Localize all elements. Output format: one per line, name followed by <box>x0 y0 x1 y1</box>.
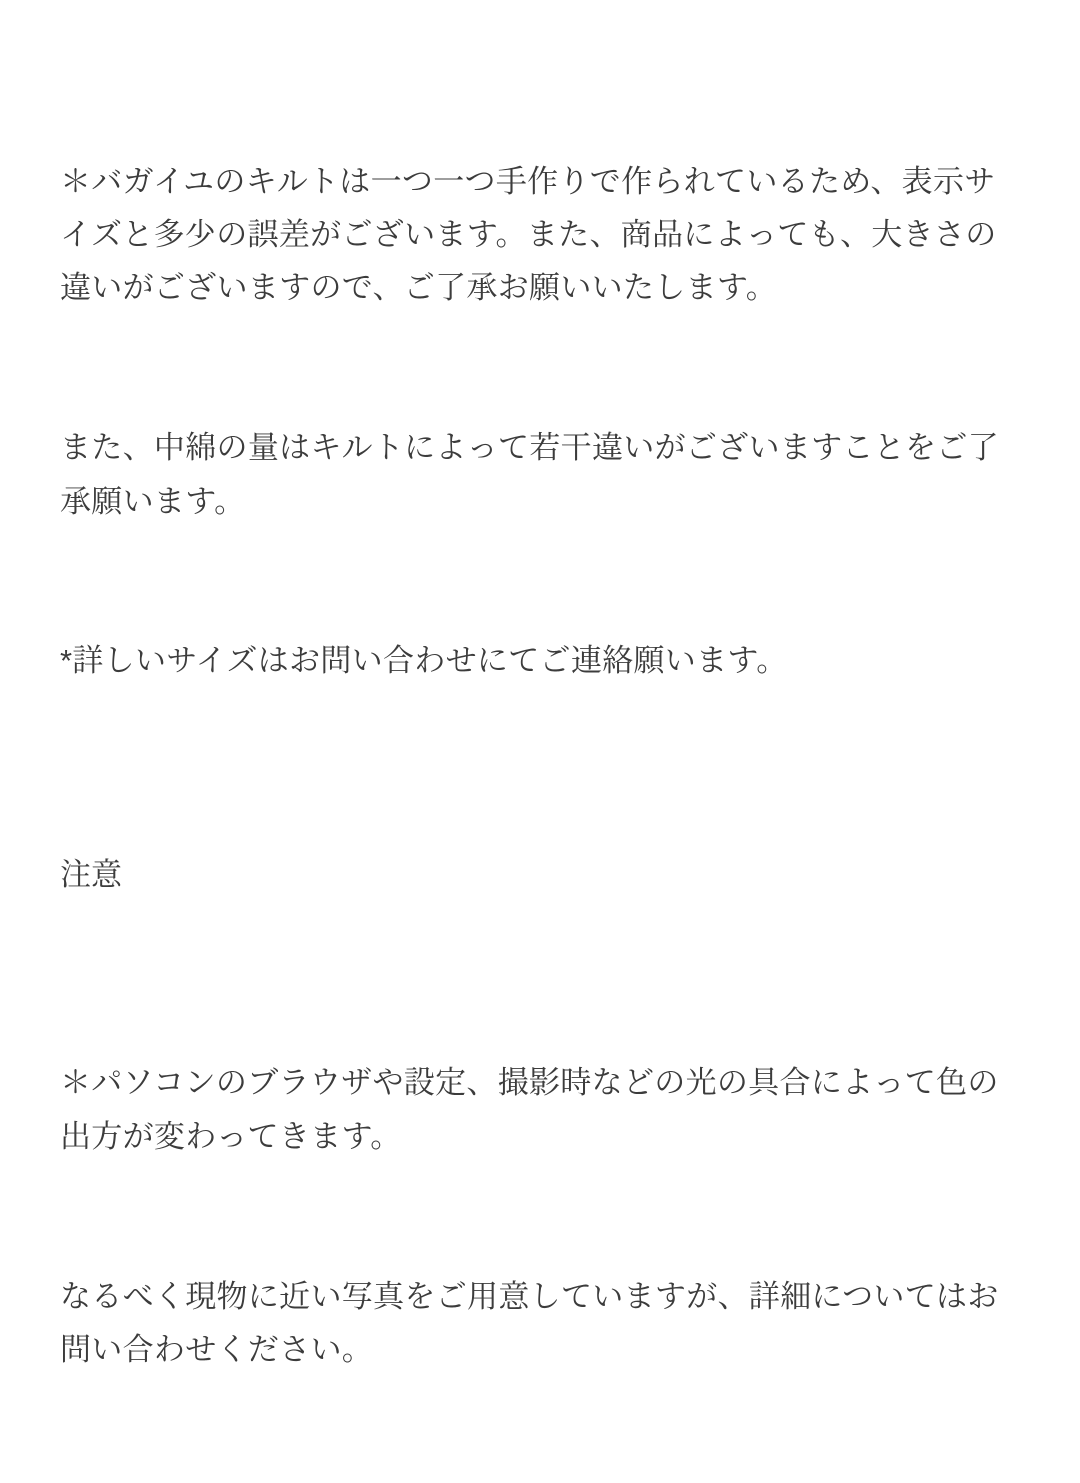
section-spacer-1 <box>60 794 1020 848</box>
caution-paragraph-1: ＊パソコンのブラウザや設定、撮影時などの光の具合によって色の出方が変わってきます。 <box>60 1065 999 1154</box>
size-note-paragraph-1: ＊バガイユのキルトは一つ一つ手作りで作られているため、表示サイズと多少の誤差がございます。また、商品によっても、大きさの違いがございますので、ご了承お願いいたします。 <box>60 163 997 306</box>
caution-section <box>60 950 1020 1483</box>
size-note-paragraph-3: *詳しいサイズはお問い合わせにてご連絡願います。 <box>60 643 788 679</box>
size-notes-section <box>60 48 1020 794</box>
caution-heading: 注意 <box>60 857 122 893</box>
section-spacer-2 <box>60 902 1020 950</box>
size-note-paragraph-2: また、中綿の量はキルトによって若干違いがございますことをご了承願います。 <box>60 430 999 519</box>
caution-paragraph-2: なるべく現物に近い写真をご用意していますが、詳細についてはお問い合わせください。 <box>60 1278 999 1367</box>
